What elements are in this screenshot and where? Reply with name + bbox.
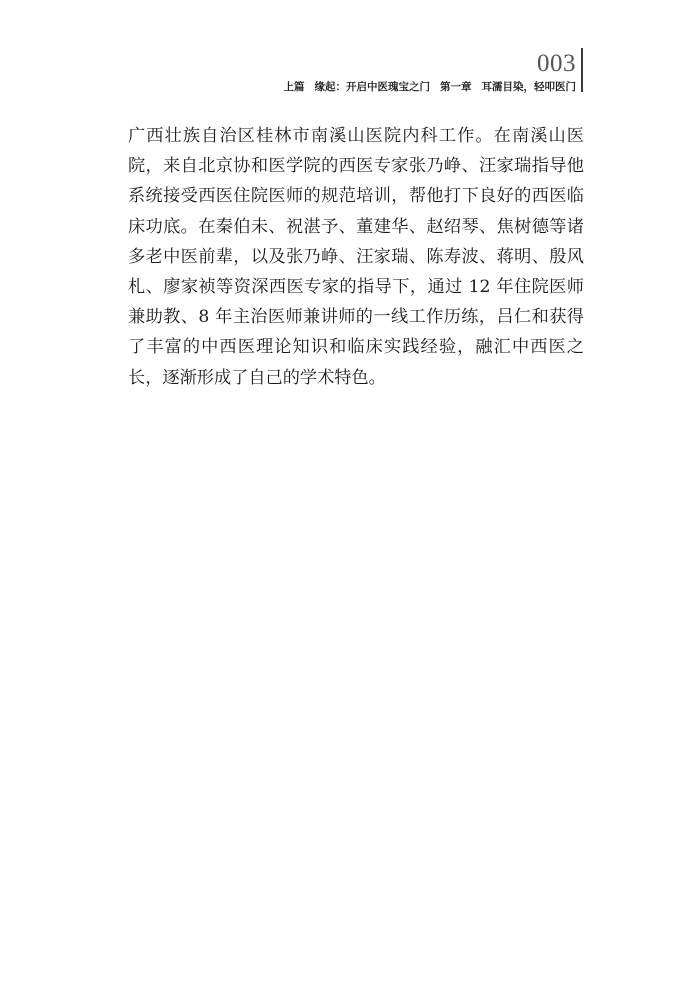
chapter-title: 耳濡目染，轻叩医门 — [481, 81, 576, 93]
running-header — [284, 80, 577, 94]
part-label: 上篇 — [283, 81, 305, 93]
header-vertical-rule — [581, 48, 583, 92]
part-title: 缘起：开启中医瑰宝之门 — [314, 81, 430, 93]
chapter-label: 第一章 — [440, 81, 472, 93]
body-paragraph: 广西壮族自治区桂林市南溪山医院内科工作。在南溪山医院，来自北京协和医学院的西医专家张乃峥、汪家瑞指导他系统接受西医住院医师的规范培训，帮他打下良好的西医临床功底。在秦伯未、祝湛予、董建华、赵绍琴、焦树德等诸多老中医前辈，以及张乃峥、汪家瑞、陈寿波、蒋明、殷风札、廖家祯等资深西医专家的指导下，通过 12 年住院医师兼助教、8 年主治医师兼讲师的一线工作历练，吕仁和获得了丰富的中西医理论知识和临床实践经验，融汇中西医之长，逐渐形成了自己的学术特色。 — [128, 126, 584, 388]
page-number: 003 — [537, 50, 576, 77]
